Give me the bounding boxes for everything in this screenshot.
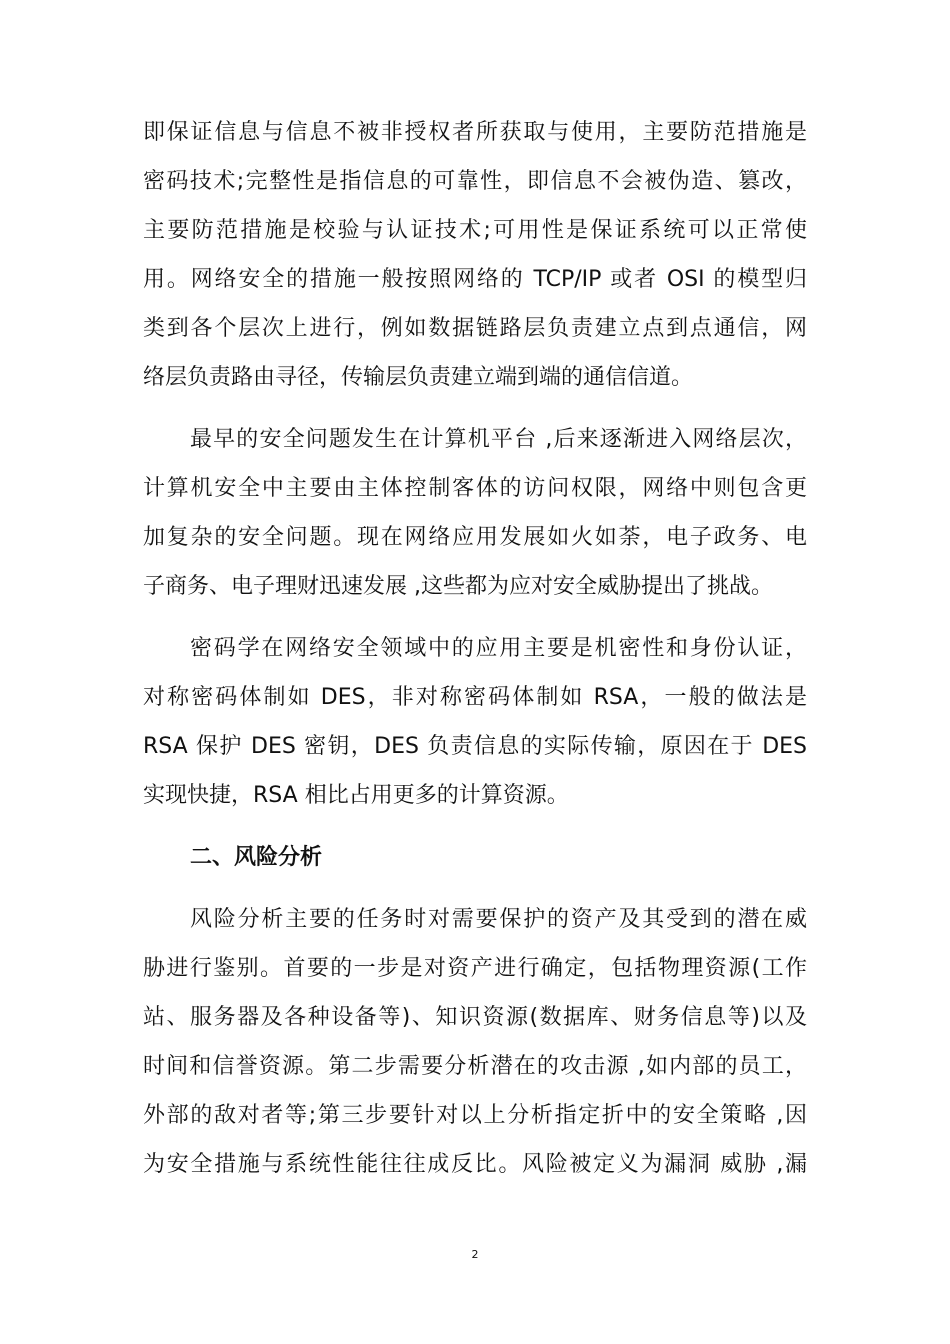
paragraph-cryptography [143,624,807,820]
text-line: 络层负责路由寻径，传输层负责建立端到端的通信信道。 [143,365,694,390]
text-line: 密码学在网络安全领域中的应用主要是机密性和身份认证， [190,636,807,661]
text-line: 加复杂的安全问题。现在网络应用发展如火如荼，电子政务、电 [143,525,807,550]
paragraph-gap [143,882,807,895]
paragraph-gap [143,820,807,833]
text-line: 类到各个层次上进行，例如数据链路层负责建立点到点通信，网 [143,316,807,341]
paragraph-risk-analysis [143,895,807,1189]
page-number: 2 [471,1248,479,1261]
text-line: 计算机安全中主要由主体控制客体的访问权限，网络中则包含更 [143,476,807,501]
paragraph-gap [143,402,807,415]
paragraph-security-history [143,415,807,611]
text-line: RSA 保护 DES 密钥，DES 负责信息的实际传输，原因在于 DES [143,734,807,759]
section-heading: 二、风险分析 [190,845,323,870]
text-line: 子商务、电子理财迅速发展 ,这些都为应对安全威胁提出了挑战。 [143,574,773,599]
text-line: 密码技术;完整性是指信息的可靠性，即信息不会被伪造、篡改， [143,169,807,194]
text-line: 对称密码体制如 DES，非对称密码体制如 RSA，一般的做法是 [143,685,807,710]
text-line: 站、服务器及各种设备等)、知识资源(数据库、财务信息等)以及 [143,1005,807,1030]
page-content [143,108,807,1189]
text-line: 用。网络安全的措施一般按照网络的 TCP/IP 或者 OSI 的模型归 [143,267,807,292]
text-line: 主要防范措施是校验与认证技术;可用性是保证系统可以正常使 [143,218,807,243]
text-line: 时间和信誉资源。第二步需要分析潜在的攻击源 ,如内部的员工， [143,1054,807,1079]
text-line: 实现快捷，RSA 相比占用更多的计算资源。 [143,783,569,808]
text-line: 为安全措施与系统性能往往成反比。风险被定义为漏洞 威胁 ,漏 [143,1152,807,1177]
text-line: 外部的敌对者等;第三步要针对以上分析指定折中的安全策略 ,因 [143,1103,807,1128]
paragraph-security-properties [143,108,807,402]
paragraph-gap [143,611,807,624]
text-line: 风险分析主要的任务时对需要保护的资产及其受到的潜在威 [190,907,807,932]
text-line: 最早的安全问题发生在计算机平台 ,后来逐渐进入网络层次， [190,427,807,452]
text-line: 胁进行鉴别。首要的一步是对资产进行确定，包括物理资源(工作 [143,956,807,981]
text-line: 即保证信息与信息不被非授权者所获取与使用，主要防范措施是 [143,120,807,145]
